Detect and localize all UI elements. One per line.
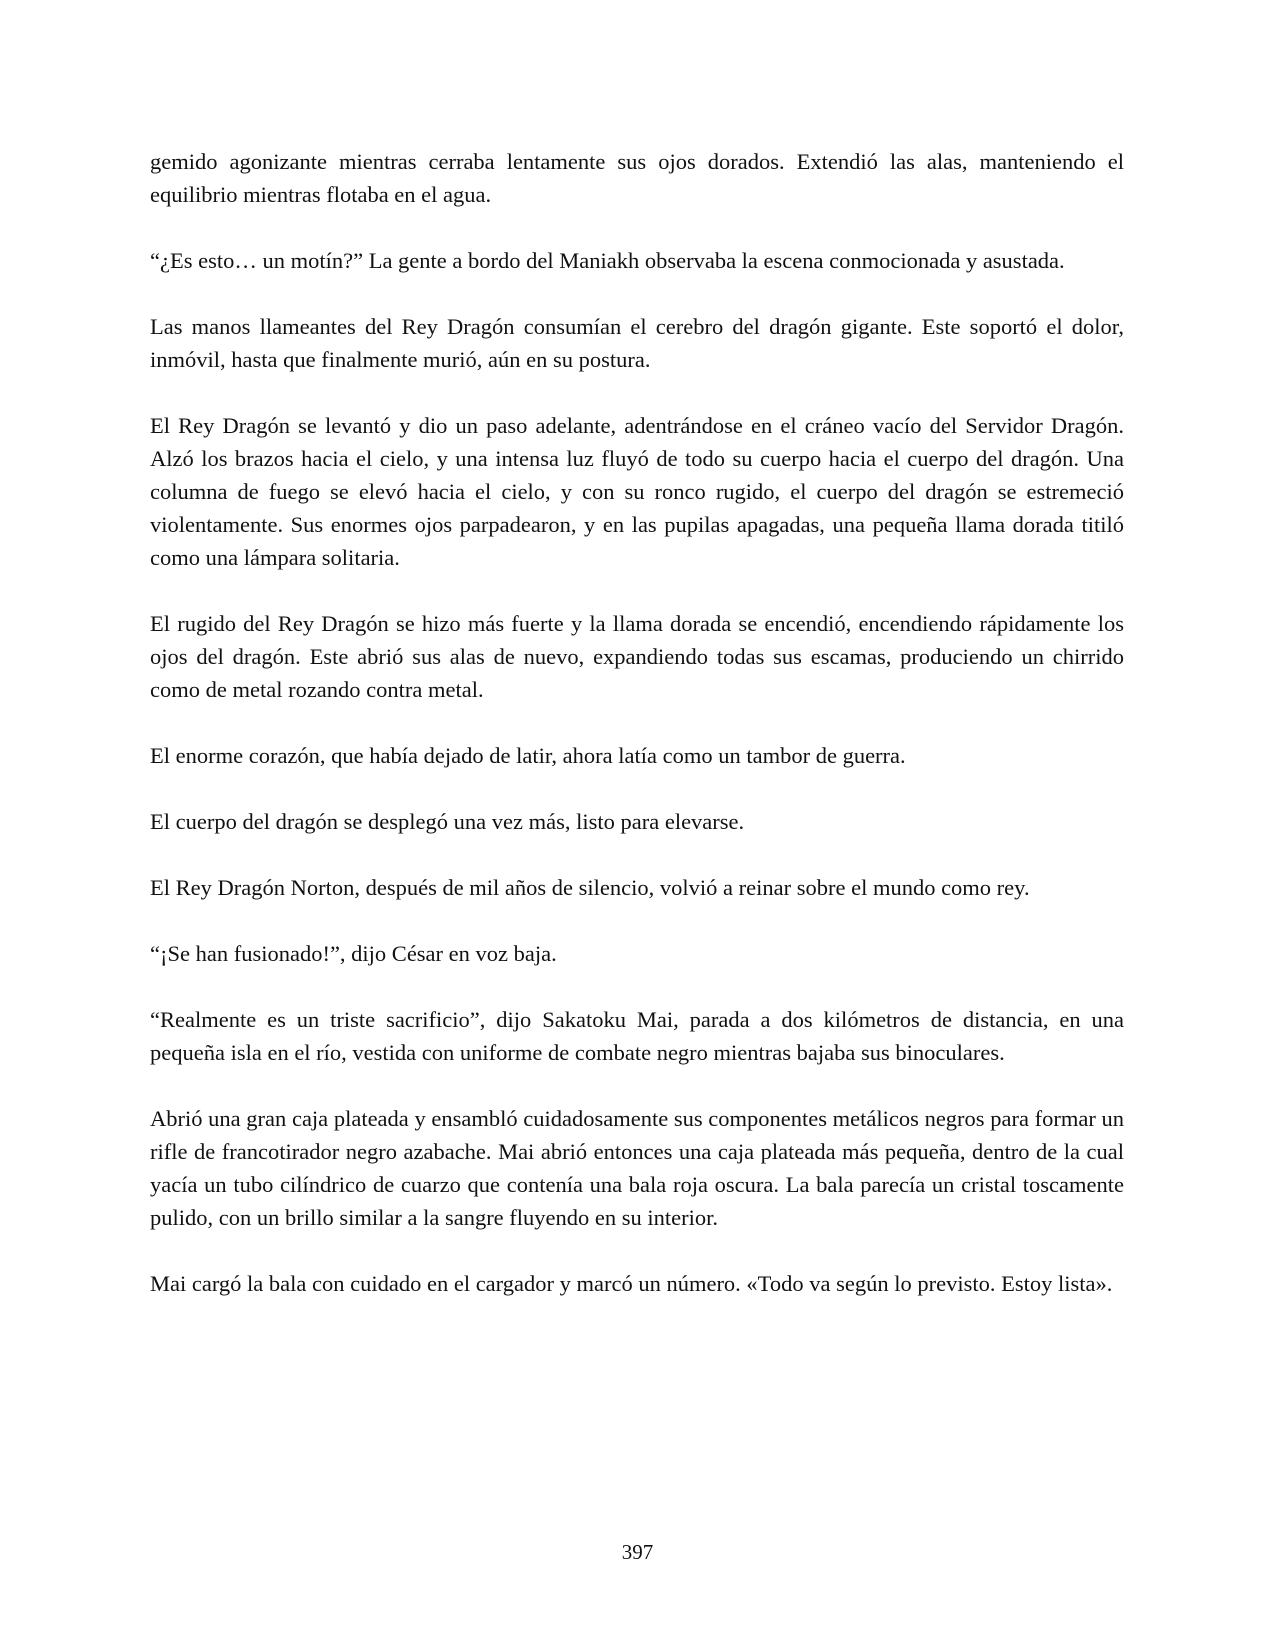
paragraph: Las manos llameantes del Rey Dragón consumían el cerebro del dragón gigante. Este soportó el dolor, inmóvil, hasta que finalmente murió, aún en su postura. [150, 314, 1124, 372]
paragraph: El rugido del Rey Dragón se hizo más fuerte y la llama dorada se encendió, encendiendo rápidamente los ojos del dragón. Este abrió sus alas de nuevo, expandiendo todas sus escamas, produciendo un chirrido como de metal rozando contra metal. [150, 611, 1124, 702]
paragraph: gemido agonizante mientras cerraba lentamente sus ojos dorados. Extendió las alas, manteniendo el equilibrio mientras flotaba en el agua. [150, 149, 1124, 207]
paragraph: “Realmente es un triste sacrificio”, dijo Sakatoku Mai, parada a dos kilómetros de distancia, en una pequeña isla en el río, vestida con uniforme de combate negro mientras bajaba sus binoculares. [150, 1007, 1124, 1065]
page-number: 397 [621, 1540, 654, 1564]
paragraph: Mai cargó la bala con cuidado en el cargador y marcó un número. «Todo va según lo previsto. Estoy lista». [150, 1271, 1113, 1296]
paragraph: El cuerpo del dragón se desplegó una vez más, listo para elevarse. [150, 809, 745, 834]
paragraph: “¡Se han fusionado!”, dijo César en voz baja. [150, 941, 557, 966]
paragraph: “¿Es esto… un motín?” La gente a bordo del Maniakh observaba la escena conmocionada y asustada. [150, 248, 1065, 273]
page-body [150, 145, 1124, 1333]
paragraph: Abrió una gran caja plateada y ensambló cuidadosamente sus componentes metálicos negros para formar un rifle de francotirador negro azabache. Mai abrió entonces una caja plateada más pequeña, dentro de la cual yacía un tubo cilíndrico de cuarzo que contenía una bala roja oscura. La bala parecía un cristal toscamente pulido, con un brillo similar a la sangre fluyendo en su interior. [150, 1106, 1124, 1230]
paragraph: El Rey Dragón Norton, después de mil años de silencio, volvió a reinar sobre el mundo como rey. [150, 875, 1030, 900]
paragraph: El Rey Dragón se levantó y dio un paso adelante, adentrándose en el cráneo vacío del Servidor Dragón. Alzó los brazos hacia el cielo, y una intensa luz fluyó de todo su cuerpo hacia el cuerpo del dragón. Una columna de fuego se elevó hacia el cielo, y con su ronco rugido, el cuerpo del dragón se estremeció violentamente. Sus enormes ojos parpadearon, y en las pupilas apagadas, una pequeña llama dorada titiló como una lámpara solitaria. [150, 413, 1124, 570]
paragraph: El enorme corazón, que había dejado de latir, ahora latía como un tambor de guerra. [150, 743, 906, 768]
